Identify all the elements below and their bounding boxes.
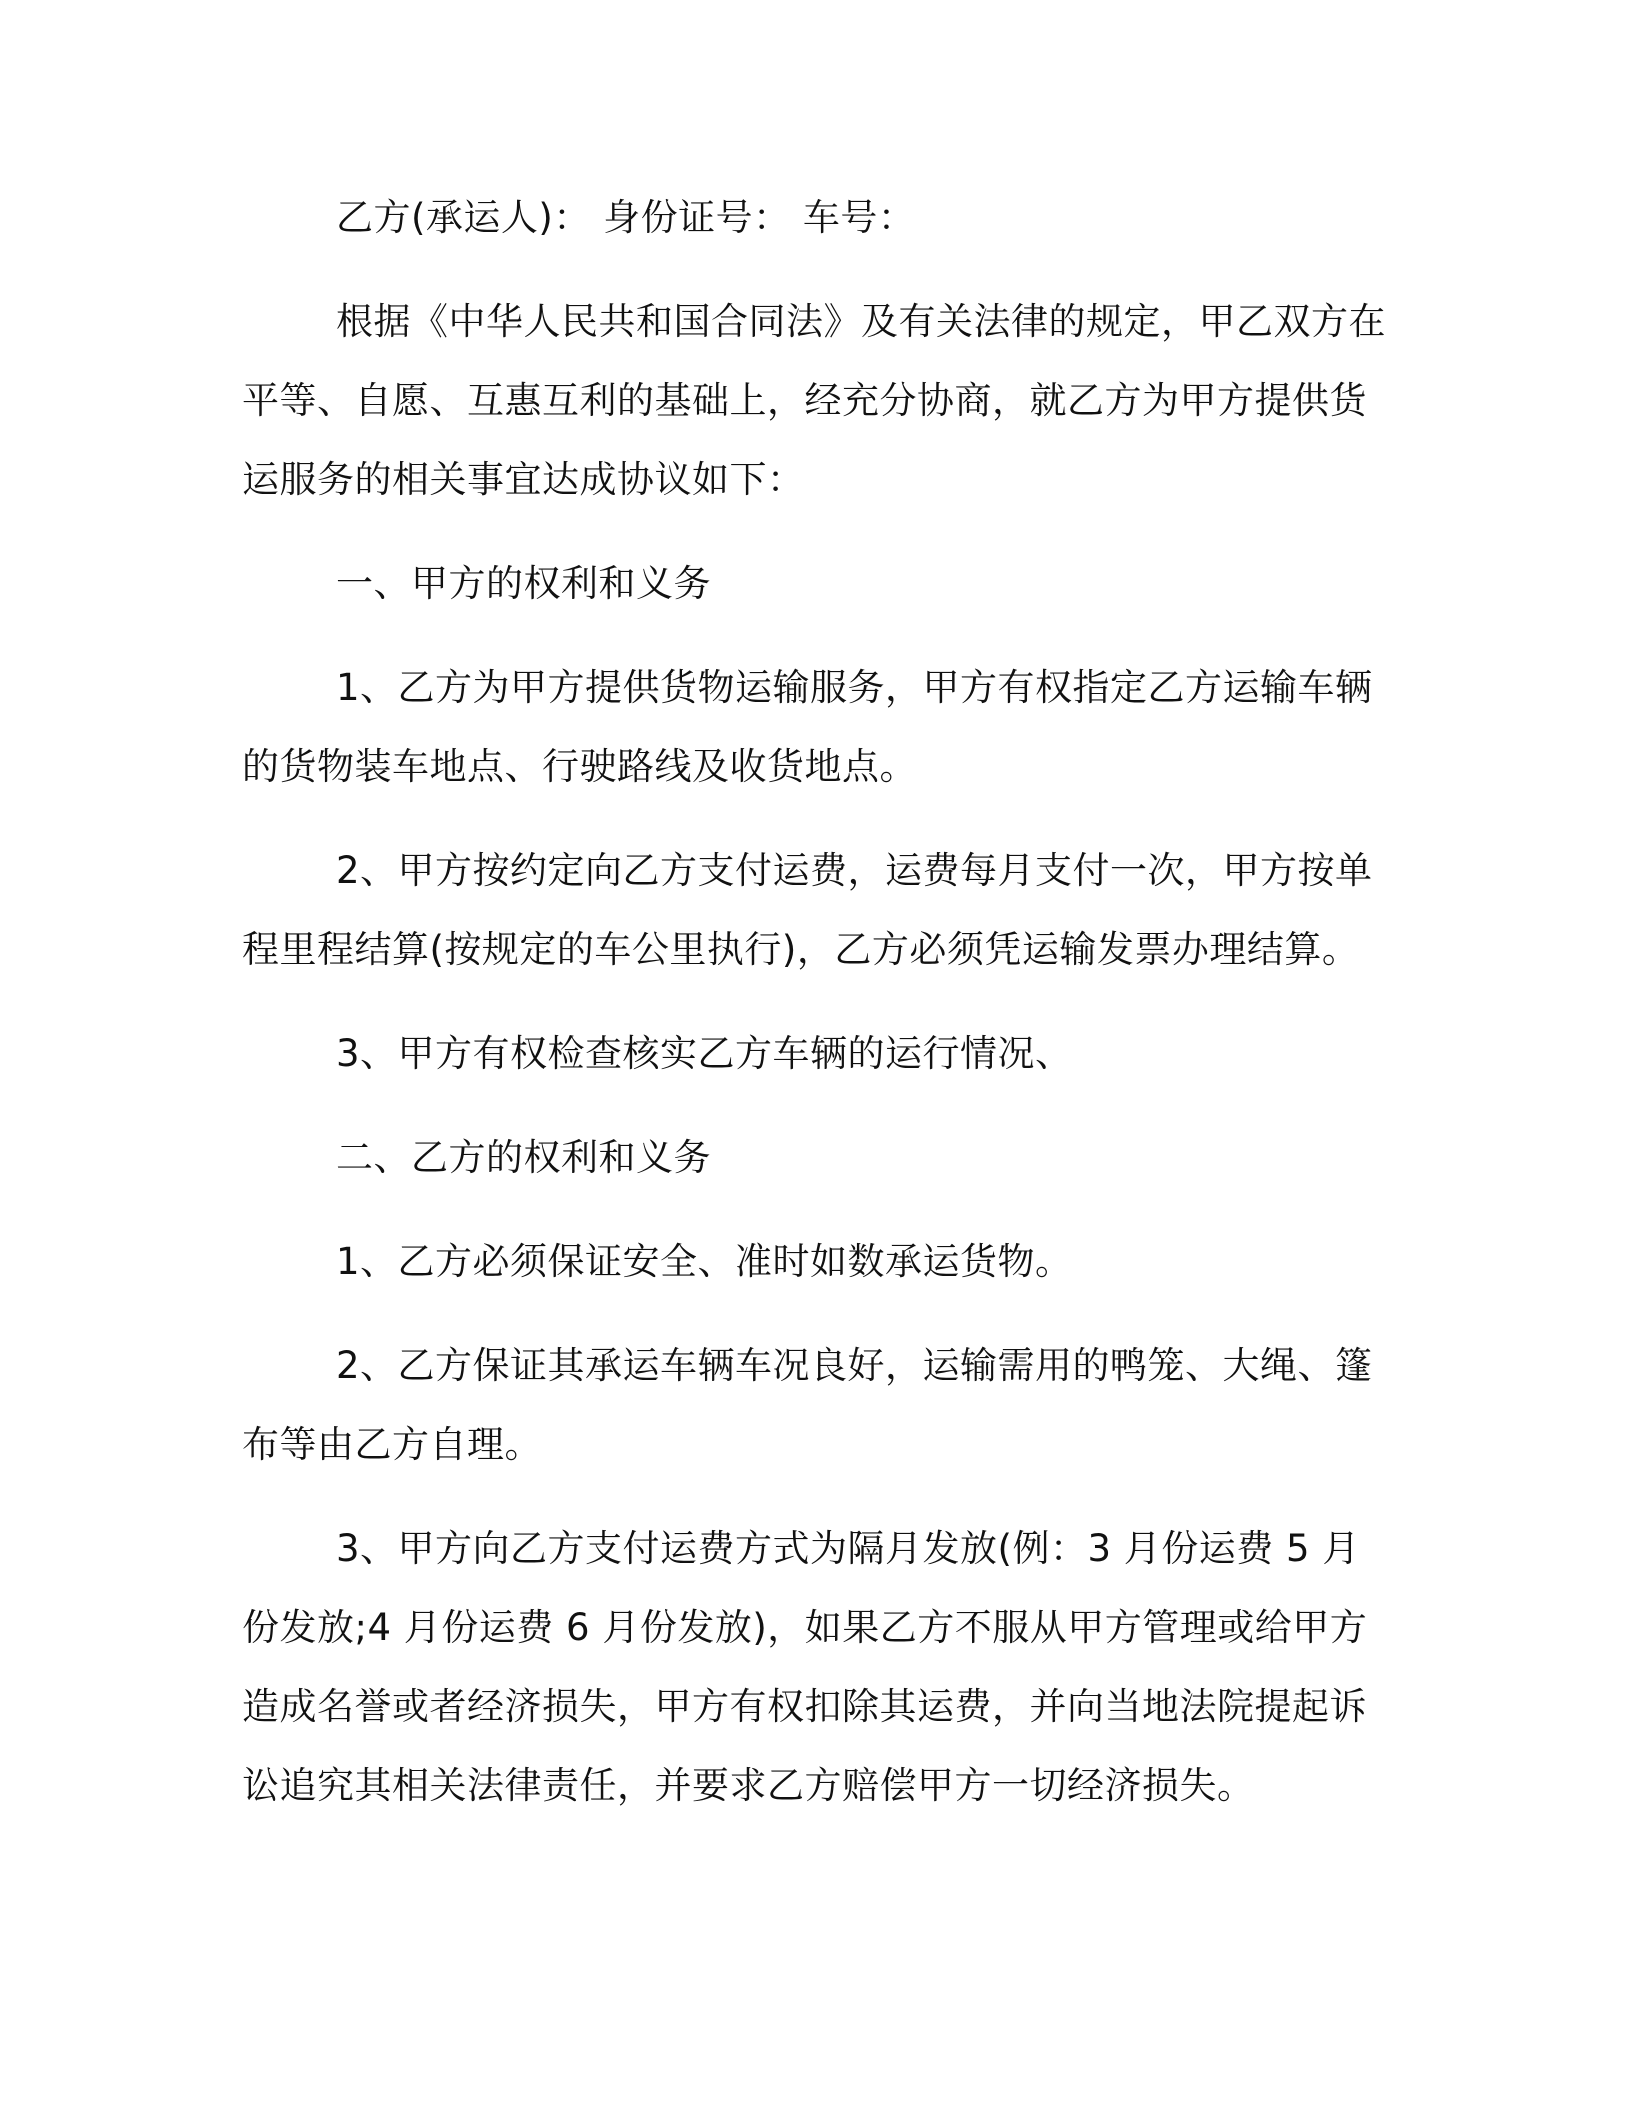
- clause-a1: 1、乙方为甲方提供货物运输服务，甲方有权指定乙方运输车辆的货物装车地点、行驶路线及收货地点。: [242, 666, 1373, 788]
- clause-a2: 2、甲方按约定向乙方支付运费，运费每月支付一次，甲方按单程里程结算(按规定的车公里执行)，乙方必须凭运输发票办理结算。: [242, 849, 1373, 971]
- party-b-info-line: 乙方(承运人)： 身份证号： 车号：: [336, 196, 916, 239]
- clause-a3: 3、甲方有权检查核实乙方车辆的运行情况、: [336, 1032, 1073, 1075]
- section-heading-party-b: 二、乙方的权利和义务: [336, 1136, 711, 1179]
- preamble-paragraph: 根据《中华人民共和国合同法》及有关法律的规定，甲乙双方在平等、自愿、互惠互利的基础上，经充分协商，就乙方为甲方提供货运服务的相关事宜达成协议如下：: [242, 300, 1386, 501]
- clause-b3: 3、甲方向乙方支付运费方式为隔月发放(例：3 月份运费 5 月份发放;4 月份运费 6 月份发放)，如果乙方不服从甲方管理或给甲方造成名誉或者经济损失，甲方有权扣除其运费，并向当地法院提起诉讼追究其相关法律责任，并要求乙方赔偿甲方一切经济损失。: [242, 1527, 1368, 1807]
- section-heading-party-a: 一、甲方的权利和义务: [336, 562, 711, 605]
- clause-b2: 2、乙方保证其承运车辆车况良好，运输需用的鸭笼、大绳、篷布等由乙方自理。: [242, 1344, 1373, 1466]
- document-body: [242, 178, 1390, 1850]
- clause-b1: 1、乙方必须保证安全、准时如数承运货物。: [336, 1240, 1073, 1283]
